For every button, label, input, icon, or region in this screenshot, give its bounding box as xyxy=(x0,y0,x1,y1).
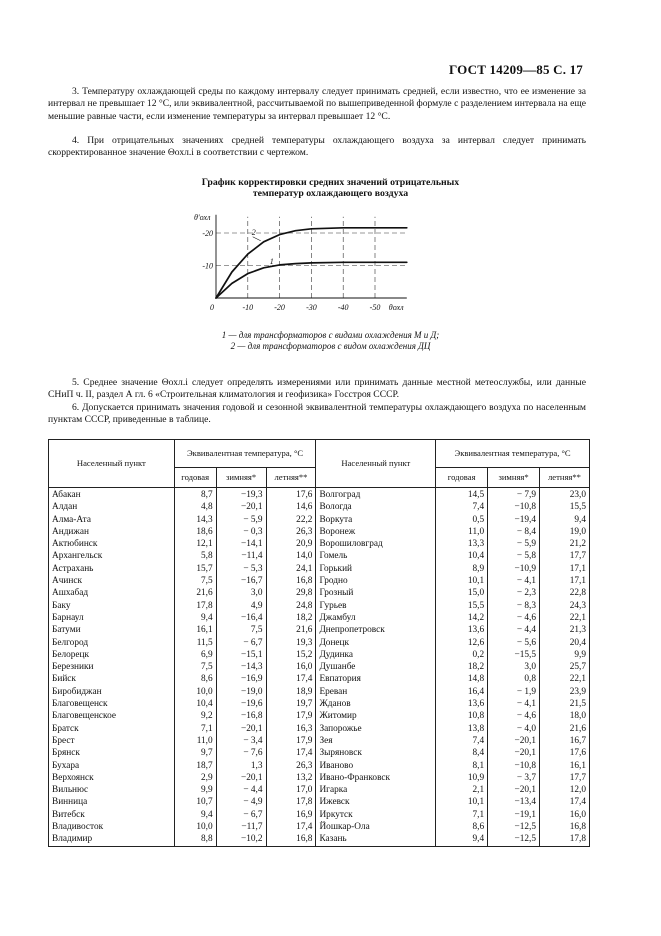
annual-temp: 6,9 xyxy=(174,649,216,661)
settlement-name: Джамбул xyxy=(316,612,436,624)
winter-temp: −19,1 xyxy=(488,809,540,821)
annual-temp: 10,8 xyxy=(436,710,488,722)
annual-temp: 10,7 xyxy=(174,796,216,808)
winter-temp: − 0,3 xyxy=(216,526,266,538)
winter-temp: − 3,4 xyxy=(216,735,266,747)
summer-temp: 24,8 xyxy=(266,600,316,612)
table-row xyxy=(49,710,590,722)
table-row xyxy=(49,649,590,661)
annual-temp: 5,8 xyxy=(174,550,216,562)
settlement-name: Брест xyxy=(49,735,175,747)
header-summer-left: летняя** xyxy=(266,468,316,488)
settlement-name: Гродно xyxy=(316,575,436,587)
annual-temp: 7,5 xyxy=(174,661,216,673)
series-leader-line xyxy=(253,237,261,241)
winter-temp: 4,9 xyxy=(216,600,266,612)
annual-temp: 4,8 xyxy=(174,501,216,513)
annual-temp: 7,1 xyxy=(436,809,488,821)
settlement-name: Белорецк xyxy=(49,649,175,661)
summer-temp: 23,0 xyxy=(540,488,590,502)
table-row xyxy=(49,784,590,796)
annual-temp: 7,5 xyxy=(174,575,216,587)
winter-temp: −20,1 xyxy=(216,772,266,784)
settlement-name: Барнаул xyxy=(49,612,175,624)
winter-temp: −20,1 xyxy=(488,735,540,747)
winter-temp: −14,3 xyxy=(216,661,266,673)
summer-temp: 18,0 xyxy=(540,710,590,722)
winter-temp: − 8,4 xyxy=(488,526,540,538)
annual-temp: 18,7 xyxy=(174,760,216,772)
winter-temp: −19,3 xyxy=(216,488,266,502)
paragraph-5: 5. Среднее значение Θохл.i следует определять измерениями или принимать данные местной метеослужбы, или данные СНиП ч. II, раздел А гл. 6 «Строительная климатология и геофизика» Госстроя СССР. xyxy=(48,377,586,401)
table-row xyxy=(49,698,590,710)
table-row xyxy=(49,686,590,698)
summer-temp: 17,6 xyxy=(266,488,316,502)
table-row xyxy=(49,514,590,526)
header-equiv-temp-right: Эквивалентная температура, °С xyxy=(436,440,590,468)
winter-temp: −12,5 xyxy=(488,821,540,833)
winter-temp: −11,4 xyxy=(216,550,266,562)
winter-temp: −20,1 xyxy=(216,723,266,735)
header-winter-right: зимняя* xyxy=(488,468,540,488)
header-summer-right: летняя** xyxy=(540,468,590,488)
table-row xyxy=(49,624,590,636)
settlement-name: Горький xyxy=(316,563,436,575)
winter-temp: −16,4 xyxy=(216,612,266,624)
annual-temp: 15,5 xyxy=(436,600,488,612)
series-label: 1 xyxy=(269,256,274,266)
summer-temp: 17,7 xyxy=(540,550,590,562)
annual-temp: 13,6 xyxy=(436,624,488,636)
winter-temp: − 7,9 xyxy=(488,488,540,502)
settlement-name: Винница xyxy=(49,796,175,808)
settlement-name: Благовещенское xyxy=(49,710,175,722)
annual-temp: 10,4 xyxy=(174,698,216,710)
summer-temp: 9,4 xyxy=(540,514,590,526)
winter-temp: −20,1 xyxy=(488,784,540,796)
settlement-name: Бухара xyxy=(49,760,175,772)
table-row xyxy=(49,612,590,624)
settlement-name: Братск xyxy=(49,723,175,735)
summer-temp: 21,5 xyxy=(540,698,590,710)
header-winter-left: зимняя* xyxy=(216,468,266,488)
winter-temp: − 2,3 xyxy=(488,587,540,599)
settlement-name: Иркутск xyxy=(316,809,436,821)
settlement-name: Гомель xyxy=(316,550,436,562)
table-row xyxy=(49,563,590,575)
summer-temp: 17,1 xyxy=(540,575,590,587)
settlement-name: Зыряновск xyxy=(316,747,436,759)
settlement-name: Биробиджан xyxy=(49,686,175,698)
annual-temp: 12,1 xyxy=(174,538,216,550)
annual-temp: 9,2 xyxy=(174,710,216,722)
annual-temp: 16,1 xyxy=(174,624,216,636)
header-annual-left: годовая xyxy=(174,468,216,488)
winter-temp: −14,1 xyxy=(216,538,266,550)
settlement-name: Брянск xyxy=(49,747,175,759)
winter-temp: −11,7 xyxy=(216,821,266,833)
winter-temp: −12,5 xyxy=(488,833,540,846)
summer-temp: 20,9 xyxy=(266,538,316,550)
summer-temp: 16,3 xyxy=(266,723,316,735)
settlement-name: Вильнюс xyxy=(49,784,175,796)
winter-temp: − 4,6 xyxy=(488,612,540,624)
summer-temp: 25,7 xyxy=(540,661,590,673)
summer-temp: 17,4 xyxy=(540,796,590,808)
winter-temp: − 5,3 xyxy=(216,563,266,575)
settlement-name: Бийск xyxy=(49,673,175,685)
settlement-name: Йошкар-Ола xyxy=(316,821,436,833)
settlement-name: Жданов xyxy=(316,698,436,710)
winter-temp: − 5,9 xyxy=(216,514,266,526)
header-annual-right: годовая xyxy=(436,468,488,488)
winter-temp: − 4,4 xyxy=(216,784,266,796)
summer-temp: 20,4 xyxy=(540,637,590,649)
annual-temp: 10,4 xyxy=(436,550,488,562)
settlement-name: Казань xyxy=(316,833,436,846)
table-row xyxy=(49,526,590,538)
annual-temp: 0,2 xyxy=(436,649,488,661)
settlement-name: Донецк xyxy=(316,637,436,649)
annual-temp: 13,8 xyxy=(436,723,488,735)
x-tick-label: -10 xyxy=(242,303,254,312)
table-row xyxy=(49,575,590,587)
winter-temp: −19,6 xyxy=(216,698,266,710)
annual-temp: 14,5 xyxy=(436,488,488,502)
annual-temp: 9,7 xyxy=(174,747,216,759)
winter-temp: −16,7 xyxy=(216,575,266,587)
settlement-name: Зея xyxy=(316,735,436,747)
x-tick-label: -20 xyxy=(274,303,285,312)
summer-temp: 12,0 xyxy=(540,784,590,796)
winter-temp: − 5,8 xyxy=(488,550,540,562)
annual-temp: 18,6 xyxy=(174,526,216,538)
summer-temp: 17,7 xyxy=(540,772,590,784)
settlement-name: Волгоград xyxy=(316,488,436,502)
summer-temp: 17,1 xyxy=(540,563,590,575)
table-row xyxy=(49,538,590,550)
annual-temp: 18,2 xyxy=(436,661,488,673)
summer-temp: 19,0 xyxy=(540,526,590,538)
settlement-name: Алма-Ата xyxy=(49,514,175,526)
paragraph-6: 6. Допускается принимать значения годовой и сезонной эквивалентной температуры охлаждающего воздуха по населенным пунктам СССР, приведенные в таблице. xyxy=(48,402,586,426)
table-row xyxy=(49,821,590,833)
summer-temp: 17,6 xyxy=(540,747,590,759)
winter-temp: −19,4 xyxy=(488,514,540,526)
settlement-name: Верхоянск xyxy=(49,772,175,784)
settlement-name: Ереван xyxy=(316,686,436,698)
summer-temp: 15,5 xyxy=(540,501,590,513)
settlement-name: Ачинск xyxy=(49,575,175,587)
annual-temp: 10,9 xyxy=(436,772,488,784)
header-settlement-left: Населенный пункт xyxy=(49,440,175,488)
page-header: ГОСТ 14209—85 С. 17 xyxy=(449,62,583,77)
settlement-name: Алдан xyxy=(49,501,175,513)
annual-temp: 14,2 xyxy=(436,612,488,624)
summer-temp: 18,2 xyxy=(266,612,316,624)
settlement-name: Днепропетровск xyxy=(316,624,436,636)
winter-temp: −10,9 xyxy=(488,563,540,575)
summer-temp: 15,2 xyxy=(266,649,316,661)
paragraph-4: 4. При отрицательных значениях средней температуры охлаждающего воздуха за интервал следует принимать скорректированное значение Θохл.i в соответствии с чертежом. xyxy=(48,135,586,159)
winter-temp: − 5,9 xyxy=(488,538,540,550)
header-equiv-temp-left: Эквивалентная температура, °С xyxy=(174,440,316,468)
winter-temp: −10,2 xyxy=(216,833,266,846)
annual-temp: 14,3 xyxy=(174,514,216,526)
summer-temp: 16,0 xyxy=(266,661,316,673)
winter-temp: − 6,7 xyxy=(216,637,266,649)
annual-temp: 14,8 xyxy=(436,673,488,685)
winter-temp: −20,1 xyxy=(216,501,266,513)
winter-temp: −15,1 xyxy=(216,649,266,661)
summer-temp: 17,8 xyxy=(540,833,590,846)
settlement-name: Иваново xyxy=(316,760,436,772)
settlement-name: Белгород xyxy=(49,637,175,649)
table-row xyxy=(49,637,590,649)
table-row xyxy=(49,587,590,599)
x-tick-label: -30 xyxy=(306,303,317,312)
summer-temp: 17,0 xyxy=(266,784,316,796)
chart-title-line2: температур охлаждающего воздуха xyxy=(252,188,409,199)
settlement-name: Владивосток xyxy=(49,821,175,833)
summer-temp: 21,6 xyxy=(540,723,590,735)
annual-temp: 8,4 xyxy=(436,747,488,759)
settlement-name: Грозный xyxy=(316,587,436,599)
summer-temp: 24,1 xyxy=(266,563,316,575)
settlement-name: Воркута xyxy=(316,514,436,526)
summer-temp: 14,6 xyxy=(266,501,316,513)
winter-temp: −19,0 xyxy=(216,686,266,698)
annual-temp: 10,0 xyxy=(174,686,216,698)
settlement-name: Воронеж xyxy=(316,526,436,538)
summer-temp: 17,9 xyxy=(266,735,316,747)
summer-temp: 17,8 xyxy=(266,796,316,808)
summer-temp: 29,8 xyxy=(266,587,316,599)
settlement-name: Астрахань xyxy=(49,563,175,575)
winter-temp: 3,0 xyxy=(488,661,540,673)
settlement-name: Ивано-Франковск xyxy=(316,772,436,784)
winter-temp: − 8,3 xyxy=(488,600,540,612)
settlement-name: Благовещенск xyxy=(49,698,175,710)
settlement-name: Житомир xyxy=(316,710,436,722)
settlement-name: Батуми xyxy=(49,624,175,636)
summer-temp: 21,2 xyxy=(540,538,590,550)
table-row xyxy=(49,488,590,502)
x-tick-label: 0 xyxy=(210,303,214,312)
summer-temp: 22,1 xyxy=(540,673,590,685)
annual-temp: 9,4 xyxy=(174,809,216,821)
winter-temp: −10,8 xyxy=(488,760,540,772)
settlement-name: Гурьев xyxy=(316,600,436,612)
summer-temp: 22,2 xyxy=(266,514,316,526)
summer-temp: 17,4 xyxy=(266,747,316,759)
annual-temp: 8,9 xyxy=(436,563,488,575)
annual-temp: 0,5 xyxy=(436,514,488,526)
settlement-name: Ижевск xyxy=(316,796,436,808)
winter-temp: 1,3 xyxy=(216,760,266,772)
annual-temp: 7,1 xyxy=(174,723,216,735)
x-tick-label: -40 xyxy=(337,303,349,312)
summer-temp: 17,9 xyxy=(266,710,316,722)
x-tick-label: -50 xyxy=(369,303,381,312)
table-row xyxy=(49,747,590,759)
annual-temp: 15,7 xyxy=(174,563,216,575)
summer-temp: 16,8 xyxy=(540,821,590,833)
winter-temp: − 4,1 xyxy=(488,698,540,710)
summer-temp: 16,0 xyxy=(540,809,590,821)
settlement-name: Баку xyxy=(49,600,175,612)
annual-temp: 8,1 xyxy=(436,760,488,772)
annual-temp: 16,4 xyxy=(436,686,488,698)
winter-temp: 7,5 xyxy=(216,624,266,636)
summer-temp: 26,3 xyxy=(266,760,316,772)
annual-temp: 10,1 xyxy=(436,796,488,808)
annual-temp: 7,4 xyxy=(436,501,488,513)
summer-temp: 9,9 xyxy=(540,649,590,661)
table-row xyxy=(49,600,590,612)
winter-temp: 0,8 xyxy=(488,673,540,685)
summer-temp: 21,6 xyxy=(266,624,316,636)
summer-temp: 23,9 xyxy=(540,686,590,698)
settlement-name: Архангельск xyxy=(49,550,175,562)
settlement-name: Запорожье xyxy=(316,723,436,735)
summer-temp: 19,3 xyxy=(266,637,316,649)
table-row xyxy=(49,661,590,673)
winter-temp: 3,0 xyxy=(216,587,266,599)
chart-caption-1: 1 — для трансформаторов с видами охлаждения М и Д; xyxy=(221,330,440,340)
summer-temp: 16,1 xyxy=(540,760,590,772)
settlement-name: Дудинка xyxy=(316,649,436,661)
series-label: 2 xyxy=(251,227,256,237)
annual-temp: 10,0 xyxy=(174,821,216,833)
summer-temp: 16,7 xyxy=(540,735,590,747)
settlement-name: Абакан xyxy=(49,488,175,502)
settlement-name: Евпатория xyxy=(316,673,436,685)
settlement-name: Андижан xyxy=(49,526,175,538)
winter-temp: − 4,6 xyxy=(488,710,540,722)
table-row xyxy=(49,550,590,562)
annual-temp: 11,5 xyxy=(174,637,216,649)
table-row xyxy=(49,809,590,821)
annual-temp: 9,9 xyxy=(174,784,216,796)
header-settlement-right: Населенный пункт xyxy=(316,440,436,488)
summer-temp: 14,0 xyxy=(266,550,316,562)
table-row xyxy=(49,501,590,513)
table-row xyxy=(49,723,590,735)
table-row xyxy=(49,760,590,772)
annual-temp: 8,6 xyxy=(436,821,488,833)
summer-temp: 16,9 xyxy=(266,809,316,821)
settlement-name: Березники xyxy=(49,661,175,673)
summer-temp: 16,8 xyxy=(266,833,316,846)
winter-temp: − 3,7 xyxy=(488,772,540,784)
annual-temp: 13,6 xyxy=(436,698,488,710)
x-axis-label: θохл xyxy=(388,303,404,312)
chart-caption-2: 2 — для трансформаторов с видом охлаждения ДЦ xyxy=(230,341,431,351)
settlement-name: Вологда xyxy=(316,501,436,513)
summer-temp: 17,4 xyxy=(266,673,316,685)
annual-temp: 12,6 xyxy=(436,637,488,649)
annual-temp: 11,0 xyxy=(436,526,488,538)
settlement-name: Игарка xyxy=(316,784,436,796)
table-row xyxy=(49,673,590,685)
summer-temp: 17,4 xyxy=(266,821,316,833)
summer-temp: 19,7 xyxy=(266,698,316,710)
summer-temp: 22,8 xyxy=(540,587,590,599)
settlement-name: Витебск xyxy=(49,809,175,821)
winter-temp: − 5,6 xyxy=(488,637,540,649)
winter-temp: − 4,1 xyxy=(488,575,540,587)
annual-temp: 15,0 xyxy=(436,587,488,599)
winter-temp: − 4,0 xyxy=(488,723,540,735)
settlement-name: Ашхабад xyxy=(49,587,175,599)
table-row xyxy=(49,833,590,846)
winter-temp: −13,4 xyxy=(488,796,540,808)
y-axis-label: θ'охл xyxy=(194,212,211,222)
paragraph-3: 3. Температуру охлаждающей среды по каждому интервалу следует принимать средней, если известно, что ее изменение за интервал не превышает 12 °С, или эквивалентной, рассчитываемой по вышеприведенной формуле с разделением интервала на еще меньшие равные части, если изменение температуры за интервал превышает 12 °С. xyxy=(48,86,586,122)
annual-temp: 8,7 xyxy=(174,488,216,502)
winter-temp: −16,9 xyxy=(216,673,266,685)
temperature-table xyxy=(48,439,590,847)
annual-temp: 13,3 xyxy=(436,538,488,550)
summer-temp: 16,8 xyxy=(266,575,316,587)
summer-temp: 13,2 xyxy=(266,772,316,784)
annual-temp: 8,6 xyxy=(174,673,216,685)
annual-temp: 17,8 xyxy=(174,600,216,612)
winter-temp: − 6,7 xyxy=(216,809,266,821)
summer-temp: 26,3 xyxy=(266,526,316,538)
annual-temp: 11,0 xyxy=(174,735,216,747)
winter-temp: − 1,9 xyxy=(488,686,540,698)
settlement-name: Актюбинск xyxy=(49,538,175,550)
y-tick-label: -20 xyxy=(202,229,213,238)
winter-temp: −10,8 xyxy=(488,501,540,513)
annual-temp: 21,6 xyxy=(174,587,216,599)
winter-temp: − 7,6 xyxy=(216,747,266,759)
winter-temp: −16,8 xyxy=(216,710,266,722)
table-row xyxy=(49,735,590,747)
summer-temp: 18,9 xyxy=(266,686,316,698)
winter-temp: − 4,4 xyxy=(488,624,540,636)
annual-temp: 2,1 xyxy=(436,784,488,796)
settlement-name: Владимир xyxy=(49,833,175,846)
y-tick-label: -10 xyxy=(202,261,213,271)
annual-temp: 2,9 xyxy=(174,772,216,784)
annual-temp: 9,4 xyxy=(174,612,216,624)
annual-temp: 8,8 xyxy=(174,833,216,846)
summer-temp: 22,1 xyxy=(540,612,590,624)
table-row xyxy=(49,796,590,808)
chart-title-line1: График корректировки средних значений отрицательных xyxy=(201,177,460,188)
settlement-name: Ворошиловград xyxy=(316,538,436,550)
annual-temp: 10,1 xyxy=(436,575,488,587)
settlement-name: Душанбе xyxy=(316,661,436,673)
annual-temp: 9,4 xyxy=(436,833,488,846)
winter-temp: − 4,9 xyxy=(216,796,266,808)
table-row xyxy=(49,772,590,784)
summer-temp: 21,3 xyxy=(540,624,590,636)
winter-temp: −15,5 xyxy=(488,649,540,661)
summer-temp: 24,3 xyxy=(540,600,590,612)
correction-chart xyxy=(190,206,450,318)
annual-temp: 7,4 xyxy=(436,735,488,747)
winter-temp: −20,1 xyxy=(488,747,540,759)
